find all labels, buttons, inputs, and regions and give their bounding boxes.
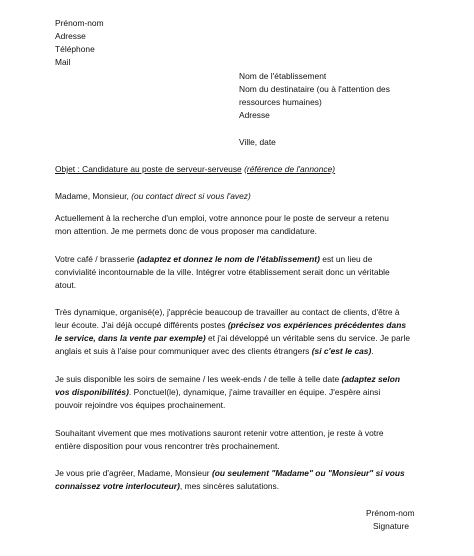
- p3-line3-note: le service, dans la vente par exemple): [55, 333, 206, 343]
- paragraph-4-line-3: pouvoir rejoindre vos équipes prochainement.: [55, 400, 226, 410]
- paragraph-5-line-1: Souhaitant vivement que mes motivations sauront retenir votre attention, je reste à votre: [55, 428, 384, 438]
- paragraph-3-line-3: [55, 333, 410, 343]
- p6-line1-start: Je vous prie d'agréer, Madame, Monsieur: [55, 468, 210, 478]
- paragraph-2-line-2: convivialité incontournable de la ville. Intégrer votre établissement serait donc un véritable: [55, 267, 390, 277]
- p2-line1-end: est un lieu de: [322, 254, 373, 264]
- paragraph-2-line-3: atout.: [55, 280, 77, 290]
- p4-line1-start: Je suis disponible les soirs de semaine / les week-ends / de telle à telle date: [55, 374, 340, 384]
- paragraph-4-line-2: [55, 387, 380, 397]
- p4-line2-note: vos disponibilités): [55, 387, 129, 397]
- paragraph-3-line-4: [55, 346, 374, 356]
- p4-line1-note: (adaptez selon: [341, 374, 400, 384]
- sender-mail: Mail: [55, 57, 71, 67]
- paragraph-6-line-2: [55, 481, 279, 491]
- p4-line2-end: . Ponctuel(le), dynamique, j'aime travailler en équipe. J'espère ainsi: [128, 387, 381, 397]
- greeting-text: Madame, Monsieur,: [55, 191, 129, 201]
- subject-line: [55, 164, 335, 174]
- paragraph-4-line-1: [55, 374, 400, 384]
- sender-name: Prénom-nom: [55, 18, 104, 28]
- p3-line2-start: leur écoute. J'ai déjà occupé différents postes: [55, 320, 226, 330]
- p6-line1-note: (ou seulement "Madame" ou "Monsieur" si vous: [211, 468, 405, 478]
- paragraph-1-line-2: mon attention. Je me permets donc de vous proposer ma candidature.: [55, 226, 318, 236]
- p3-line4-note: (si c'est le cas): [311, 346, 372, 356]
- recipient-addressee-line1: Nom du destinataire (ou à l'attention des: [239, 84, 390, 94]
- paragraph-3-line-2: [55, 320, 406, 330]
- sender-phone: Téléphone: [55, 44, 95, 54]
- recipient-address: Adresse: [239, 110, 270, 120]
- paragraph-2-line-1: [55, 254, 372, 264]
- p3-line4-end: .: [371, 346, 374, 356]
- recipient-addressee-line2: ressources humaines): [239, 97, 322, 107]
- closing-name: Prénom-nom: [366, 508, 415, 518]
- p6-line2-end: , mes sincères salutations.: [179, 481, 280, 491]
- p3-line3-end: et j'ai développé un véritable sens du service. Je parle: [208, 333, 411, 343]
- paragraph-5-line-2: entière disposition pour vous rencontrer très prochainement.: [55, 441, 280, 451]
- subject-note: (référence de l'annonce): [244, 164, 336, 174]
- recipient-establishment: Nom de l'établissement: [239, 71, 327, 81]
- greeting-note: (ou contact direct si vous l'avez): [131, 191, 251, 201]
- closing-signature: Signature: [373, 521, 410, 531]
- sender-address: Adresse: [55, 31, 86, 41]
- paragraph-1-line-1: Actuellement à la recherche d'un emploi, votre annonce pour le poste de serveur a retenu: [55, 213, 389, 223]
- place-date: Ville, date: [239, 137, 276, 147]
- greeting: [55, 191, 251, 201]
- subject-label: Objet : Candidature au poste de serveur-serveuse: [55, 164, 242, 174]
- p2-line1-note: (adaptez et donnez le nom de l'établissement): [136, 254, 320, 264]
- paragraph-3-line-1: Très dynamique, organisé(e), j'apprécie beaucoup de travailler au contact de clients, d'être à: [55, 307, 400, 317]
- p3-line4-start: anglais et suis à l'aise pour communiquer avec des clients étrangers: [55, 346, 310, 356]
- paragraph-6-line-1: [55, 468, 405, 478]
- p3-line2-note: (précisez vos expériences précédentes dans: [227, 320, 407, 330]
- p6-line2-note: connaissez votre interlocuteur): [55, 481, 180, 491]
- p2-line1-start: Votre café / brasserie: [55, 254, 135, 264]
